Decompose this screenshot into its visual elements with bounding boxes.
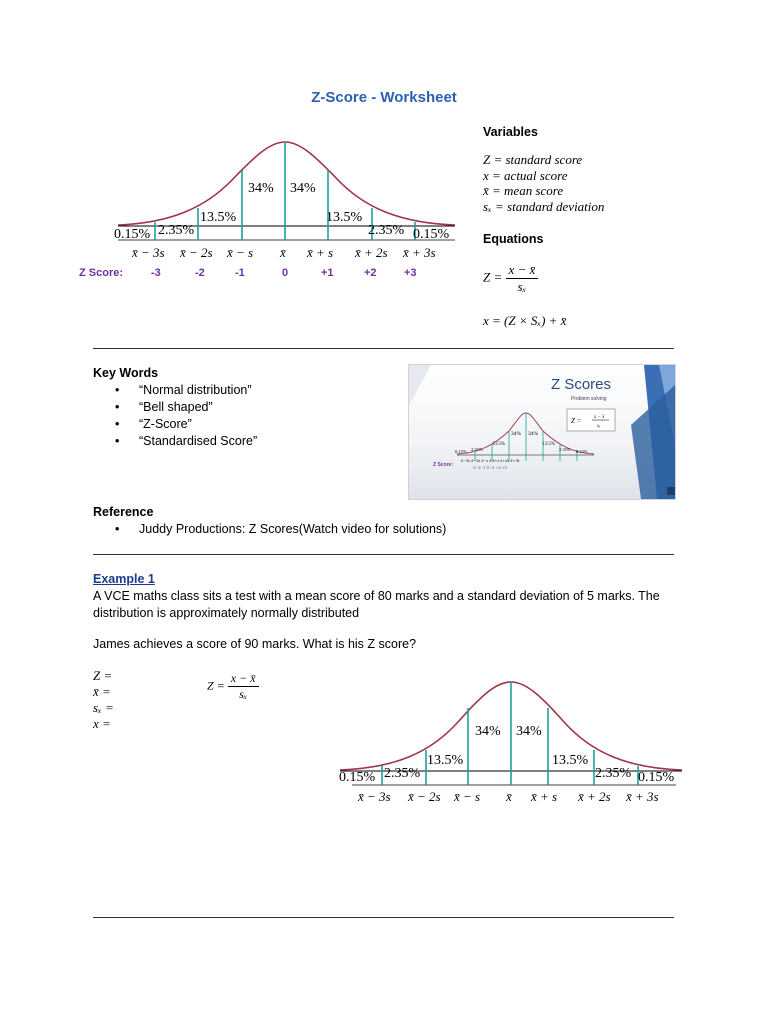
example-z-equation [207, 671, 259, 702]
equation-lhs: Z = [483, 269, 503, 285]
z-equation [483, 262, 538, 295]
keyword-item: • “Normal distribution” [93, 382, 257, 399]
zscore-label: Z Score: [79, 267, 124, 279]
svg-text:2.35%: 2.35% [559, 447, 571, 452]
pct-label: 2.35% [158, 223, 195, 238]
pct-label: 13.5% [326, 210, 363, 225]
svg-text:Z =: Z = [571, 417, 582, 425]
axis-label: x̄ [280, 245, 286, 260]
zscore-value: +1 [321, 267, 334, 279]
divider [93, 917, 674, 918]
keyword-item: • “Standardised Score” [93, 433, 257, 450]
fraction-numerator: x − x̄ [506, 262, 539, 279]
axis-label: x̄ + 2s [578, 789, 611, 804]
axis-label: x̄ − s [227, 245, 254, 260]
svg-text:34%: 34% [528, 431, 539, 437]
fraction-denominator: sₓ [239, 687, 248, 701]
answer-line: sₓ = [93, 700, 114, 715]
equations-heading: Equations [483, 232, 544, 246]
thumbnail-title: Z Scores [551, 376, 612, 393]
axis-label: x̄ + s [307, 245, 334, 260]
pct-label: 2.35% [384, 766, 421, 781]
zscore-value: 0 [282, 267, 289, 279]
variable-line: Z = standard score [483, 152, 583, 167]
axis-label: x̄ − 2s [180, 245, 213, 260]
thumbnail-subtitle: Problem solving [571, 396, 607, 402]
variable-line: x̄ = mean score [483, 183, 564, 198]
page-title: Z-Score - Worksheet [311, 89, 457, 106]
fraction-numerator: x − x̄ [228, 671, 259, 687]
pct-label: 34% [290, 181, 316, 196]
keyword-item: • “Bell shaped” [93, 399, 257, 416]
axis-label: x̄ − 3s [358, 789, 391, 804]
keywords-list [93, 382, 257, 450]
variables-list [483, 152, 604, 214]
keywords-heading: Key Words [93, 366, 159, 380]
zscore-value: -3 [151, 267, 161, 279]
equation-lhs: Z = [207, 678, 225, 693]
pct-label: 34% [475, 724, 501, 739]
pct-label: 0.15% [413, 227, 450, 242]
fraction [506, 262, 539, 295]
divider [93, 554, 674, 555]
video-thumbnail[interactable] [408, 364, 676, 500]
pct-label: 13.5% [200, 210, 237, 225]
pct-label: 34% [516, 724, 542, 739]
thumbnail-graphic [409, 365, 675, 499]
keyword-item: • “Z-Score” [93, 416, 257, 433]
axis-label: x̄ − 2s [408, 789, 441, 804]
answer-line: Z = [93, 668, 113, 683]
example-paragraph: A VCE maths class sits a test with a mean score of 80 marks and a standard deviation of 5 marks. The distribution is approximately normally distributed [93, 589, 660, 620]
svg-text:0.15%: 0.15% [455, 449, 467, 454]
pct-label: 2.35% [368, 223, 405, 238]
svg-text:13.5%: 13.5% [492, 442, 505, 447]
svg-text:2.35%: 2.35% [471, 447, 483, 452]
reference-heading: Reference [93, 505, 154, 519]
reference-list [93, 521, 446, 538]
axis-label: x̄ [506, 789, 512, 804]
variables-heading: Variables [483, 125, 538, 139]
zscore-value: +3 [404, 267, 417, 279]
thumbnail-zscore-label: Z Score: [433, 462, 454, 468]
variable-line: x = actual score [483, 167, 568, 183]
axis-label: x̄ + 2s [355, 245, 388, 260]
pct-label: 13.5% [552, 753, 589, 768]
axis-label: x̄ + 3s [403, 245, 436, 260]
svg-text:x̄−3s x̄−2s x̄−s x̄ x̄+s: x̄−3s x̄−2s x̄−s x̄ x̄+s x̄+2s x̄+3s [461, 458, 520, 463]
example-heading: Example 1 [93, 572, 155, 586]
fraction-denominator: sₓ [517, 279, 527, 294]
zscore-value: -2 [195, 267, 205, 279]
svg-text:x − x̄: x − x̄ [594, 415, 605, 420]
axis-label: x̄ + 3s [626, 789, 659, 804]
pct-label: 0.15% [339, 770, 376, 785]
variable-line: sₓ = standard deviation [483, 198, 605, 214]
bell-curve-bottom [336, 672, 686, 807]
answer-line: x̄ = [93, 684, 111, 699]
divider [93, 348, 674, 349]
pct-label: 2.35% [595, 766, 632, 781]
svg-text:34%: 34% [511, 431, 522, 437]
axis-label: x̄ − s [454, 789, 481, 804]
pct-label: 13.5% [427, 753, 464, 768]
pct-label: 0.15% [114, 227, 151, 242]
svg-text:13.5%: 13.5% [542, 442, 555, 447]
axis-label: x̄ − 3s [132, 245, 165, 260]
pct-label: 34% [248, 181, 274, 196]
svg-text:-3 -2 -1 0: -3 -2 -1 0 +1 +2 +3 [472, 465, 507, 470]
answer-line: x = [93, 716, 111, 731]
answer-list [93, 668, 114, 732]
zscore-value: -1 [235, 267, 245, 279]
example-question: James achieves a score of 90 marks. What is his Z score? [93, 637, 417, 651]
svg-text:0.15%: 0.15% [576, 449, 588, 454]
svg-text:sₓ: sₓ [597, 424, 601, 429]
axis-label: x̄ + s [531, 789, 558, 804]
zscore-value: +2 [364, 267, 377, 279]
pct-label: 0.15% [638, 770, 675, 785]
reference-item: • Juddy Productions: Z Scores(Watch video for solutions) [93, 521, 446, 538]
bell-curve-top [110, 130, 460, 265]
fraction [228, 671, 259, 702]
x-equation: x = (Z × Sₓ) + x̄ [483, 313, 567, 328]
